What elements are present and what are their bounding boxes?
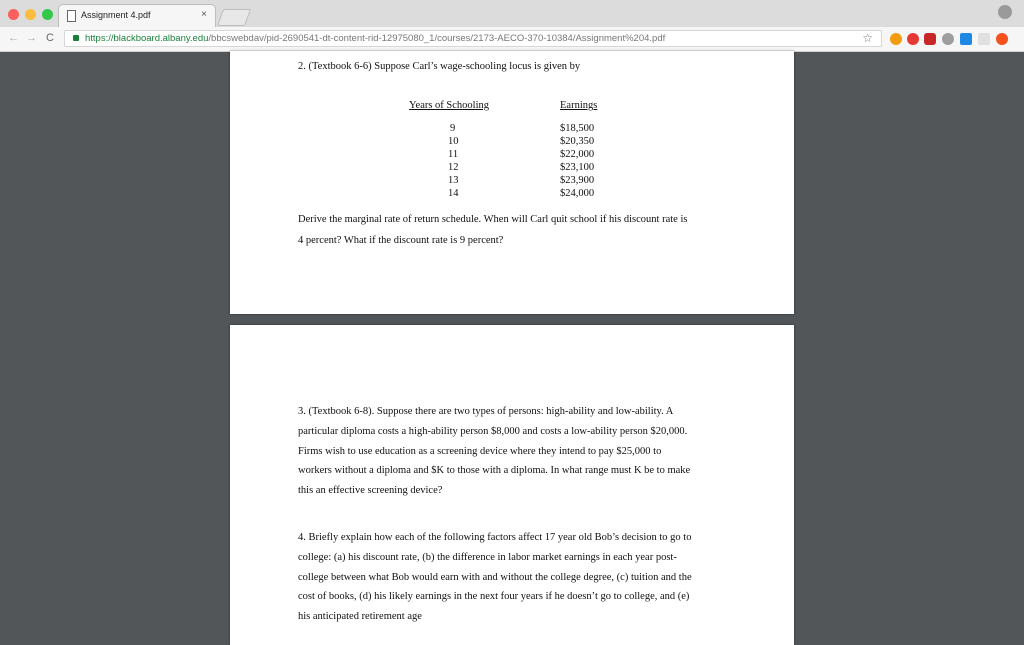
- q4-line-4: cost of books, (d) his likely earnings in the next four years if he doesn’t go to college, and (e): [298, 591, 690, 602]
- years-column-header: Years of Schooling: [409, 100, 490, 111]
- download-icon[interactable]: [960, 33, 972, 45]
- document-icon: [67, 10, 76, 22]
- tab-close-button[interactable]: ×: [201, 9, 207, 20]
- q3-line-1: 3. (Textbook 6-8). Suppose there are two types of persons: high-ability and low-ability. A: [298, 406, 674, 417]
- url-text: [85, 33, 665, 44]
- tab-bar: [0, 0, 1024, 28]
- earnings-cell: $24,000: [560, 188, 595, 199]
- q2-intro: 2. (Textbook 6-6) Suppose Carl’s wage-schooling locus is given by: [298, 61, 581, 72]
- url-path: /bbcswebdav/pid-2690541-dt-content-rid-12975080_1/courses/2173-AECO-370-10384/Assignment%204.pdf: [208, 33, 666, 44]
- maximize-window-button[interactable]: [42, 9, 53, 20]
- q2-line-2: 4 percent? What if the discount rate is 9 percent?: [298, 235, 504, 246]
- earnings-cell: $23,100: [560, 162, 595, 173]
- pdf-page-1: [230, 51, 794, 314]
- reload-button[interactable]: C: [46, 32, 54, 44]
- earnings-cell: $23,900: [560, 175, 595, 186]
- address-bar[interactable]: [64, 30, 882, 47]
- profile-icon[interactable]: [998, 5, 1012, 19]
- close-window-button[interactable]: [8, 9, 19, 20]
- earnings-cell: $20,350: [560, 136, 595, 147]
- adblock-icon[interactable]: [924, 33, 936, 45]
- year-cell: 11: [448, 149, 459, 160]
- q2-line-1: Derive the marginal rate of return schedule. When will Carl quit school if his discount rate is: [298, 214, 688, 225]
- forward-button[interactable]: →: [26, 32, 37, 44]
- window-controls: [8, 9, 53, 20]
- url-host: https://blackboard.albany.edu: [85, 33, 209, 44]
- extension-pencil-icon[interactable]: [890, 33, 902, 45]
- year-cell: 9: [450, 123, 456, 134]
- year-cell: 14: [448, 188, 459, 199]
- q3-line-3: Firms wish to use education as a screening device where they intend to pay $25,000 to: [298, 446, 662, 457]
- q4-line-5: his anticipated retirement age: [298, 611, 422, 622]
- q3-line-5: this an effective screening device?: [298, 485, 443, 496]
- earnings-cell: $22,000: [560, 149, 595, 160]
- minimize-window-button[interactable]: [25, 9, 36, 20]
- q4-line-3: college between what Bob would earn with and without the college degree, (c) tuition and the: [298, 572, 692, 583]
- q4-line-2: college: (a) his discount rate, (b) the difference in labor market earnings in each year post-: [298, 552, 677, 563]
- extension-gray-icon[interactable]: [978, 33, 990, 45]
- new-tab-button[interactable]: [217, 9, 251, 26]
- earnings-column-header: Earnings: [560, 100, 598, 111]
- earnings-cell: $18,500: [560, 123, 595, 134]
- extension-stop-icon[interactable]: [907, 33, 919, 45]
- toolbar: [0, 27, 1024, 52]
- extension-gear-icon[interactable]: [942, 33, 954, 45]
- year-cell: 12: [448, 162, 459, 173]
- tab-assignment-pdf[interactable]: [58, 4, 216, 27]
- year-cell: 10: [448, 136, 459, 147]
- q4-line-1: 4. Briefly explain how each of the following factors affect 17 year old Bob’s decision to go to: [298, 532, 692, 543]
- extension-orange-icon[interactable]: [996, 33, 1008, 45]
- q3-line-2: particular diploma costs a high-ability person $8,000 and costs a low-ability person $20,000.: [298, 426, 688, 437]
- q3-line-4: workers without a diploma and $K to those with a diploma. In what range must K be to make: [298, 465, 691, 476]
- back-button[interactable]: ←: [8, 32, 19, 44]
- lock-icon: [73, 35, 79, 41]
- tab-title: Assignment 4.pdf: [81, 10, 151, 20]
- year-cell: 13: [448, 175, 459, 186]
- pdf-page-2: [230, 325, 794, 645]
- bookmark-star-icon[interactable]: ☆: [862, 31, 873, 45]
